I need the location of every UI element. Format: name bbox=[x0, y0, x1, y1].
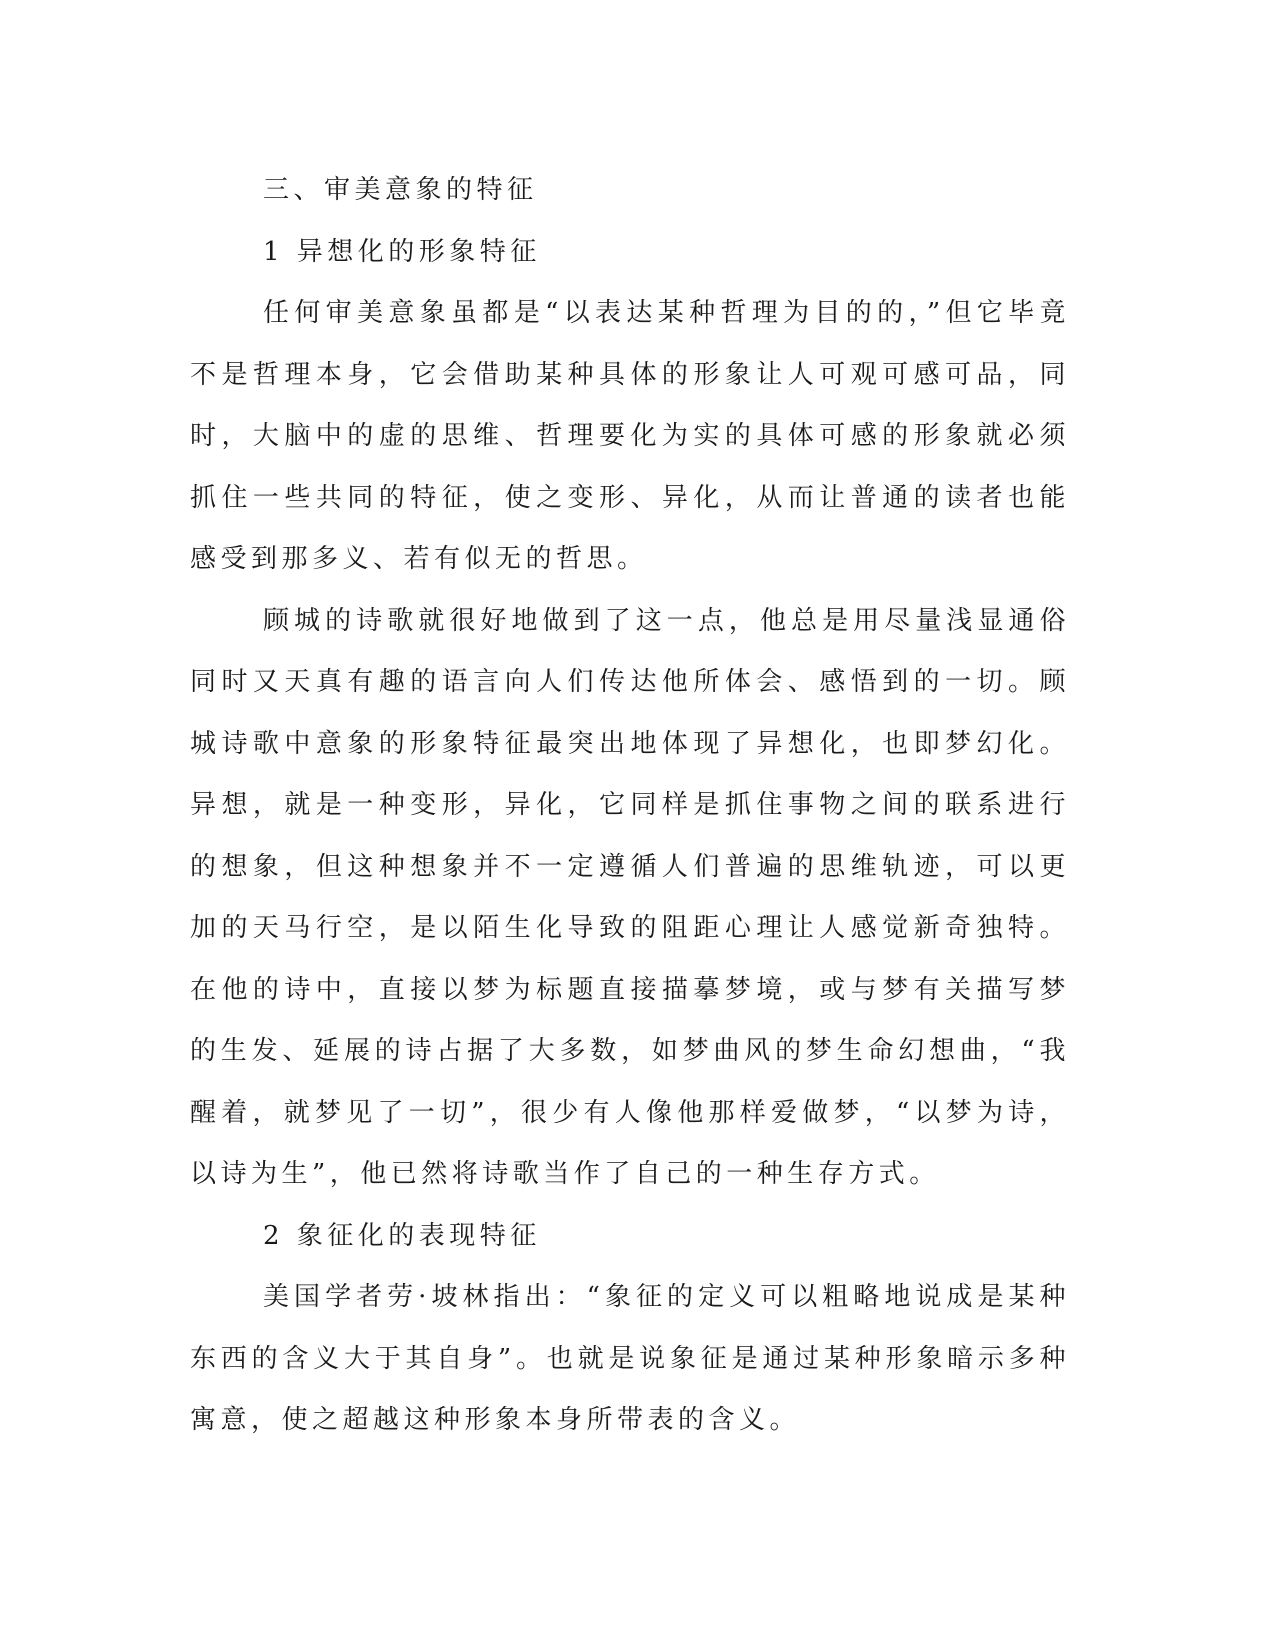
paragraph-1: 任何审美意象虽都是“以表达某种哲理为目的的，”但它毕竟不是哲理本身，它会借助某种具体的形象让人可观可感可品，同时，大脑中的虚的思维、哲理要化为实的具体可感的形象就必须抓住一些共同的特征，使之变形、异化，从而让普通的读者也能感受到那多义、若有似无的哲思。 bbox=[190, 298, 1070, 574]
document-body bbox=[190, 160, 1070, 1452]
subsection-2-title: 2 象征化的表现特征 bbox=[263, 1220, 541, 1251]
paragraph-2: 顾城的诗歌就很好地做到了这一点，他总是用尽量浅显通俗同时又天真有趣的语言向人们传达他所体会、感悟到的一切。顾城诗歌中意象的形象特征最突出地体现了异想化，也即梦幻化。异想，就是一种变形，异化，它同样是抓住事物之间的联系进行的想象，但这种想象并不一定遵循人们普遍的思维轨迹，可以更加的天马行空，是以陌生化导致的阻距心理让人感觉新奇独特。在他的诗中，直接以梦为标题直接描摹梦境，或与梦有关描写梦的生发、延展的诗占据了大多数，如梦曲风的梦生命幻想曲，“我醒着，就梦见了一切”，很少有人像他那样爱做梦，“以梦为诗，以诗为生”，他已然将诗歌当作了自己的一种生存方式。 bbox=[190, 605, 1070, 1189]
subsection-1-title: 1 异想化的形象特征 bbox=[263, 236, 541, 267]
section-title: 三、审美意象的特征 bbox=[263, 175, 538, 205]
paragraph-3: 美国学者劳·坡林指出：“象征的定义可以粗略地说成是某种东西的含义大于其自身”。也就是说象征是通过某种形象暗示多种寓意，使之超越这种形象本身所带表的含义。 bbox=[190, 1282, 1070, 1435]
